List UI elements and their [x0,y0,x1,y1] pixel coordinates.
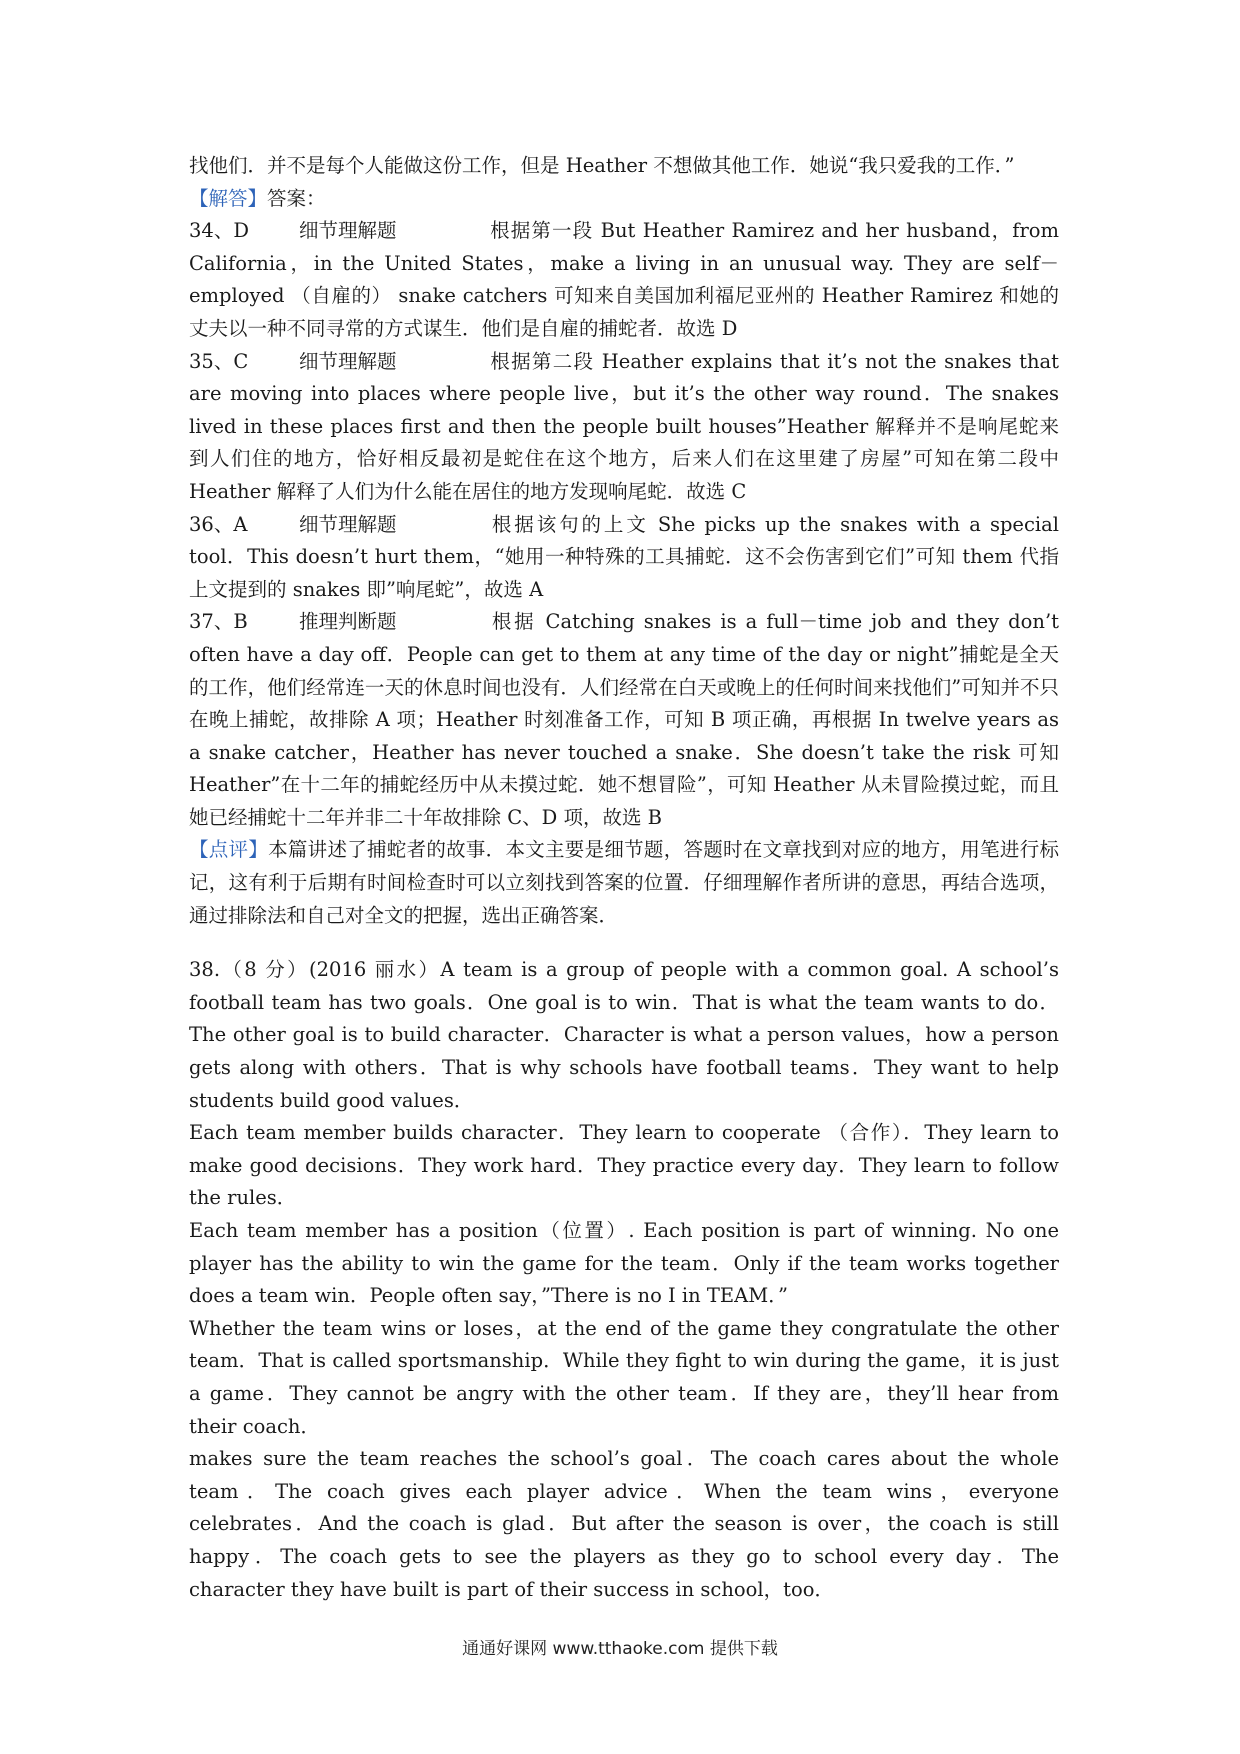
answer-item-36 [189,509,1059,607]
comment-text: 本篇讲述了捕蛇者的故事．本文主要是细节题，答题时在文章找到对应的地方，用笔进行标记，这有利于后期有时间检查时可以立刻找到答案的位置．仔细理解作者所讲的意思，再结合选项，通过排除法和自己对全文的把握，选出正确答案． [189,838,1059,927]
comment-paragraph [189,834,1059,932]
answer-bracket-label: 【解答】 [189,186,268,210]
q38-paragraph-1: 38.（8 分）(2016 丽水）A team is a group of people with a common goal. A school’s football team has two goals．One goal is to win．That is what the team wants to do．The other goal is to build character．Character is what a person values，how a person gets along with others．That is why schools have football teams．They want to help students build good values． [189,958,1059,1112]
answer-number: 35、C [189,349,249,373]
section-gap [189,932,1059,954]
answer-number: 34、D [189,219,249,243]
answer-header-text: 答案： [267,186,326,210]
previous-translation-tail: 找他们．并不是每个人能做这份工作，但是 Heather 不想做其他工作．她说“我只爱我的工作．” [189,154,1015,177]
answer-explanation: 根据该句的上文 She picks up the snakes with a special tool．This doesn’t hurt them，“她用一种特殊的工具捕蛇．这不会伤害到它们”可知 them 代指上文提到的 snakes 即”响尾蛇”，故选 A [189,512,1059,601]
answer-type: 推理判断题 [299,610,397,634]
answer-type: 细节理解题 [299,219,397,243]
q38-paragraph-5: makes sure the team reaches the school’s goal．The coach cares about the whole team．The coach gives each player advice．When the team wins，everyone celebrates．And the coach is glad．But after the season is over，the coach is still happy．The coach gets to see the players as they go to school every day．The character they have built is part of their success in school，too． [189,1447,1059,1601]
answer-number: 37、B [189,610,248,634]
answer-item-37 [189,606,1059,834]
answer-explanation: 根据 Catching snakes is a full－time job and they don’t often have a day off．People can get to them at any time of the day or night”捕蛇是全天的工作，他们经常连一天的休息时间也没有．人们经常在白天或晚上的任何时间来找他们”可知并不只在晚上捕蛇，故排除 A 项；Heather 时刻准备工作，可知 B 项正确，再根据 In twelve years as a snake catcher，Heather has never touched a snake．She doesn’t take the risk 可知 Heather”在十二年的捕蛇经历中从未摸过蛇．她不想冒险”，可知 Heather 从未冒险摸过蛇，而且她已经捕蛇十二年并非二十年故排除 C、D 项，故选 B [189,610,1059,829]
q38-paragraph-2: Each team member builds character．They learn to cooperate （合作）．They learn to make good decisions．They work hard．They practice every day．They learn to follow the rules． [189,1121,1059,1210]
q38-paragraph-3: Each team member has a position（位置）. Each position is part of winning. No one player has the ability to win the game for the team．Only if the team works together does a team win．People often say，”There is no I in TEAM．” [189,1219,1059,1308]
answer-explanation: 根据第二段 Heather explains that it’s not the snakes that are moving into places where people live，but it’s the other way round．The snakes lived in these places first and then the people built houses”Heather 解释并不是响尾蛇来到人们住的地方，恰好相反最初是蛇住在这个地方，后来人们在这里建了房屋”可知在第二段中 Heather 解释了人们为什么能在居住的地方发现响尾蛇．故选 C [189,349,1059,503]
answer-type: 细节理解题 [299,512,397,536]
q38-paragraph-4: Whether the team wins or loses，at the end of the game they congratulate the other team．That is called sportsmanship．While they fight to win during the game，it is just a game．They cannot be angry with the other team．If they are，they’ll hear from their coach． [189,1316,1059,1438]
answer-explanation: 根据第一段 But Heather Ramirez and her husband，from California，in the United States，make a living in an unusual way. They are self－employed （自雇的） snake catchers 可知来自美国加利福尼亚州的 Heather Ramirez 和她的丈夫以一种不同寻常的方式谋生．他们是自雇的捕蛇者．故选 D [189,219,1059,340]
document-page [189,150,1059,1606]
answer-number: 36、A [189,512,248,536]
answer-item-34 [189,215,1059,345]
answer-type: 细节理解题 [299,349,397,373]
comment-bracket-label: 【点评】 [189,838,269,862]
page-footer: 通通好课网 www.tthaoke.com 提供下载 [462,1639,778,1659]
answer-item-35 [189,346,1059,509]
answer-header [189,183,1059,216]
